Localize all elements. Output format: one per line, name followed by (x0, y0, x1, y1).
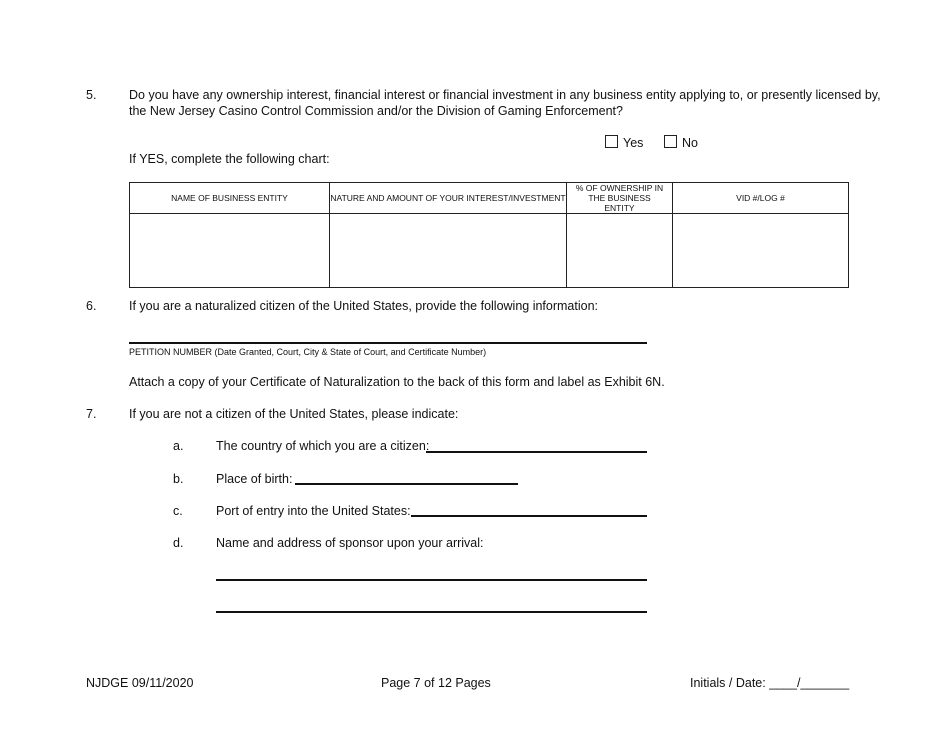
business-interest-table (129, 182, 849, 288)
yes-label: Yes (623, 136, 644, 150)
q7-question: If you are not a citizen of the United States, please indicate: (129, 407, 459, 421)
q5-number: 5. (86, 88, 97, 102)
q7c-letter: c. (173, 504, 183, 518)
port-of-entry-label: Port of entry into the United States: (216, 504, 411, 518)
place-of-birth-label: Place of birth: (216, 472, 293, 486)
no-checkbox[interactable] (664, 135, 677, 148)
sponsor-field-line-2[interactable] (216, 611, 647, 613)
chart-intro: If YES, complete the following chart: (129, 152, 330, 166)
place-of-birth-field[interactable] (295, 483, 518, 485)
q7a-letter: a. (173, 439, 184, 453)
cell-ownership-percent[interactable] (567, 214, 673, 288)
port-of-entry-field[interactable] (411, 515, 647, 517)
q6-question: If you are a naturalized citizen of the United States, provide the following information: (129, 299, 599, 313)
column-header-nature-amount: NATURE AND AMOUNT OF YOUR INTEREST/INVESTMENT (330, 183, 567, 214)
form-id: NJDGE 09/11/2020 (86, 676, 194, 690)
column-header-entity-name: NAME OF BUSINESS ENTITY (130, 183, 330, 214)
q5-question: Do you have any ownership interest, financial interest or financial investment in any business entity applying to, or presently licensed by, the New Jersey Casino Control Commission and/or the Division of Gaming Enforcement? (129, 88, 881, 118)
sponsor-field-line-1[interactable] (216, 579, 647, 581)
cell-entity-name[interactable] (130, 214, 330, 288)
sponsor-label: Name and address of sponsor upon your arrival: (216, 536, 484, 550)
page-number: Page 7 of 12 Pages (381, 676, 491, 690)
petition-number-field[interactable] (129, 342, 647, 344)
citizenship-country-label: The country of which you are a citizen: (216, 439, 430, 453)
no-label: No (682, 136, 698, 150)
q6-number: 6. (86, 299, 97, 313)
table-row (130, 214, 849, 288)
q7d-letter: d. (173, 536, 184, 550)
naturalization-attach-note: Attach a copy of your Certificate of Naturalization to the back of this form and label as Exhibit 6N. (129, 375, 665, 389)
column-header-ownership-percent: % OF OWNERSHIP IN THE BUSINESS ENTITY (567, 183, 673, 214)
citizenship-country-field[interactable] (426, 451, 647, 453)
yes-checkbox[interactable] (605, 135, 618, 148)
initials-date: Initials / Date: ____/_______ (690, 676, 850, 690)
q7b-letter: b. (173, 472, 184, 486)
q7-number: 7. (86, 407, 97, 421)
cell-vid-log[interactable] (673, 214, 849, 288)
table-header-row (130, 183, 849, 214)
column-header-vid-log: VID #/LOG # (673, 183, 849, 214)
petition-number-caption: PETITION NUMBER (Date Granted, Court, City & State of Court, and Certificate Number) (129, 347, 487, 357)
cell-nature-amount[interactable] (330, 214, 567, 288)
